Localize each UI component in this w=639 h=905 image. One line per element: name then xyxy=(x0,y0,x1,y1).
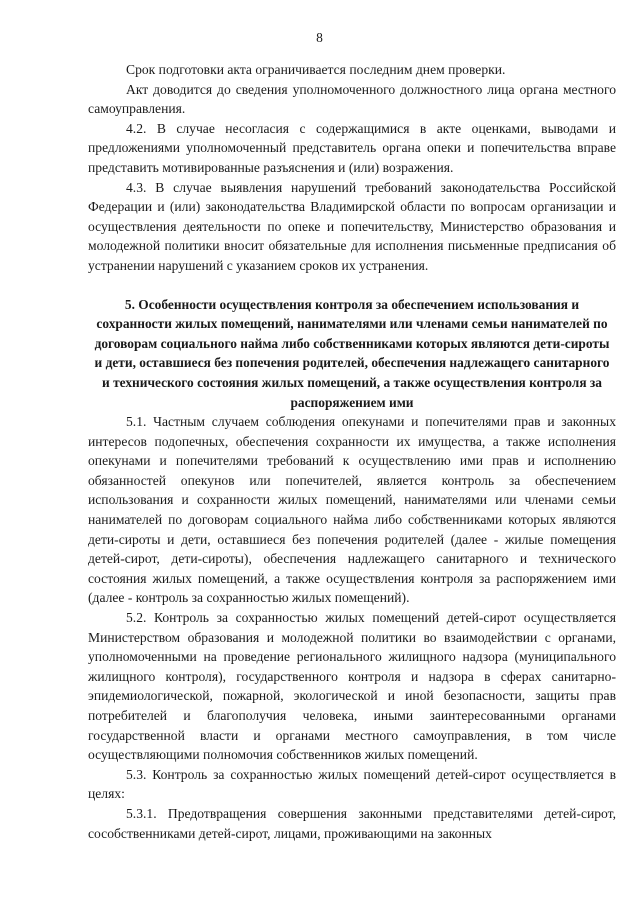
page-number: 8 xyxy=(316,30,323,45)
paragraph: 4.2. В случае несогласия с содержащимися в акте оценками, выводами и предложениями уполномоченный представитель органа опеки и попечительства вправе представить мотивированные разъяснения и (или) возражения. xyxy=(88,120,616,175)
paragraph: 4.3. В случае выявления нарушений требований законодательства Российской Федерации и (или) законодательства Владимирской области по вопросам организации и осуществления деятельности по опеке и попечительству, Министерство образования и молодежной политики вносит обязательные для исполнения письменные предписания об устранении нарушений с указанием сроков их устранения. xyxy=(88,179,616,273)
document-body xyxy=(88,60,616,843)
paragraph: 5.2. Контроль за сохранностью жилых помещений детей-сирот осуществляется Министерством образования и молодежной политики во взаимодействии с органами, уполномоченными на проведение регионального жилищного надзора (муниципального жилищного контроля), государственного контроля и надзора в сферах санитарно-эпидемиологической, пожарной, экологической и иной безопасности, защиты прав потребителей и благополучия человека, иными заинтересованными органами государственной власти и органами местного самоуправления, в том числе осуществляющими полномочия собственников жилых помещений. xyxy=(88,610,616,763)
paragraph: 5.3.1. Предотвращения совершения законными представителями детей-сирот, сособственниками детей-сирот, лицами, проживающими на законных xyxy=(88,805,616,841)
paragraph: Срок подготовки акта ограничивается последним днем проверки. xyxy=(126,62,506,77)
paragraph: 5.1. Частным случаем соблюдения опекунами и попечителями прав и законных интересов подопечных, обеспечения сохранности их имущества, а также исполнения опекунами и попечителями требований к осуществлению ими прав и исполнению обязанностей опекунов или попечителей, является контроль за обеспечением использования и сохранности жилых помещений, нанимателями или членами семьи нанимателей по договорам социального найма либо собственниками которых являются дети-сироты и дети, оставшиеся без попечения родителей (далее - жилые помещения детей-сирот, дети-сироты), обеспечения надлежащего санитарного и технического состояния жилых помещений, а также осуществления контроля за распоряжением ими (далее - контроль за сохранностью жилых помещений). xyxy=(88,414,616,606)
paragraph: 5.3. Контроль за сохранностью жилых помещений детей-сирот осуществляется в целях: xyxy=(88,766,616,802)
section-heading: 5. Особенности осуществления контроля за обеспечением использования и сохранности жилых помещений, нанимателями или членами семьи нанимателей по договорам социального найма либо собственниками которых являются дети-сироты и дети, оставшиеся без попечения родителей, обеспечения надлежащего санитарного и технического состояния жилых помещений, а также осуществления контроля за распоряжением ими xyxy=(94,296,610,410)
paragraph: Акт доводится до сведения уполномоченного должностного лица органа местного самоуправления. xyxy=(88,81,616,117)
